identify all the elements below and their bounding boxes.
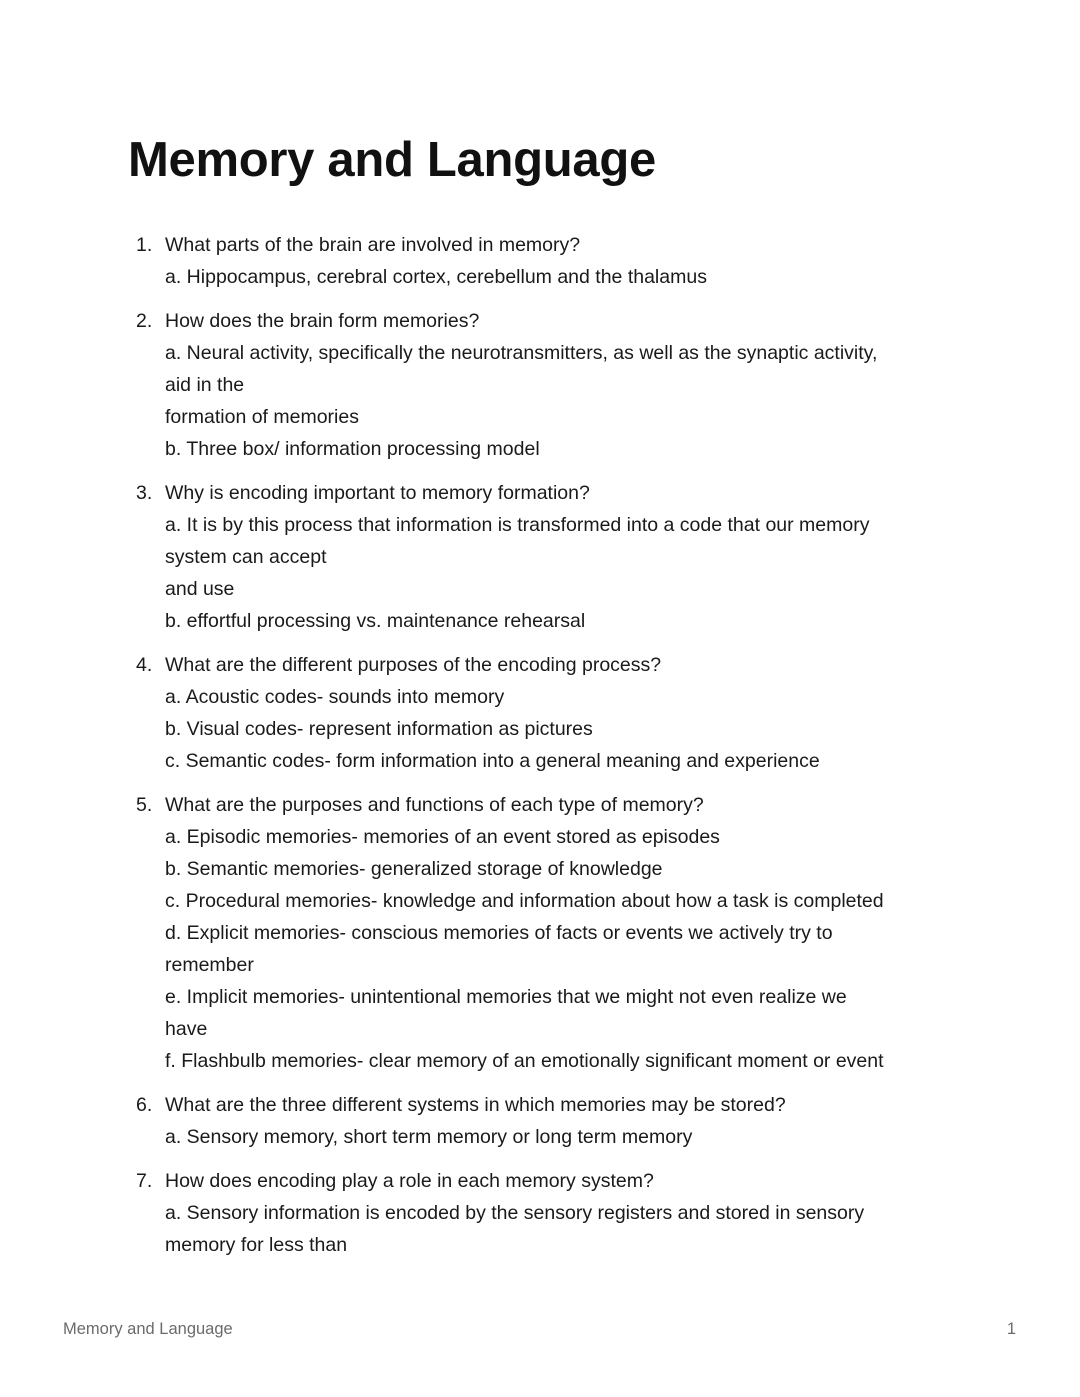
answer-line: b. Visual codes- represent information as pictures: [165, 718, 593, 740]
answer-list: [136, 1121, 956, 1153]
question-item: [136, 649, 956, 777]
answer-line: d. Explicit memories- conscious memories of facts or events we actively try to: [165, 922, 833, 944]
answer-line: memory for less than: [165, 1234, 348, 1256]
question-item: [136, 229, 956, 293]
footer-title: Memory and Language: [63, 1320, 233, 1338]
answer-line: formation of memories: [165, 406, 359, 428]
question-row: [136, 1165, 956, 1197]
answer-line: b. effortful processing vs. maintenance rehearsal: [165, 610, 586, 632]
question-number: 3.: [136, 482, 153, 504]
answer-list: [136, 681, 956, 777]
question-row: [136, 229, 956, 261]
question-text: How does encoding play a role in each memory system?: [165, 1170, 654, 1192]
answer-list: [136, 509, 956, 637]
question-text: Why is encoding important to memory formation?: [165, 482, 590, 504]
question-text: What parts of the brain are involved in memory?: [165, 234, 581, 256]
answer-line: aid in the: [165, 374, 245, 396]
question-number: 6.: [136, 1094, 153, 1116]
question-text: What are the three different systems in which memories may be stored?: [165, 1094, 786, 1116]
answer-line: a. Sensory memory, short term memory or long term memory: [165, 1126, 693, 1148]
answer-line: c. Semantic codes- form information into a general meaning and experience: [165, 750, 820, 772]
question-text: What are the purposes and functions of each type of memory?: [165, 794, 704, 816]
answer-line: c. Procedural memories- knowledge and information about how a task is completed: [165, 890, 884, 912]
question-number: 7.: [136, 1170, 153, 1192]
question-row: [136, 789, 956, 821]
answer-list: [136, 261, 956, 293]
question-text: What are the different purposes of the encoding process?: [165, 654, 662, 676]
question-row: [136, 1089, 956, 1121]
answer-line: a. It is by this process that information is transformed into a code that our memory: [165, 514, 870, 536]
question-number: 1.: [136, 234, 153, 256]
question-text: How does the brain form memories?: [165, 310, 480, 332]
question-item: [136, 1165, 956, 1261]
answer-line: system can accept: [165, 546, 327, 568]
question-number: 2.: [136, 310, 153, 332]
answer-line: b. Semantic memories- generalized storage of knowledge: [165, 858, 663, 880]
question-item: [136, 789, 956, 1077]
question-row: [136, 305, 956, 337]
answer-line: b. Three box/ information processing model: [165, 438, 540, 460]
answer-line: a. Neural activity, specifically the neurotransmitters, as well as the synaptic activity,: [165, 342, 878, 364]
question-row: [136, 477, 956, 509]
question-item: [136, 305, 956, 465]
question-number: 5.: [136, 794, 153, 816]
answer-line: e. Implicit memories- unintentional memories that we might not even realize we: [165, 986, 847, 1008]
answer-line: have: [165, 1018, 208, 1040]
answer-line: remember: [165, 954, 254, 976]
answer-line: f. Flashbulb memories- clear memory of an emotionally significant moment or event: [165, 1050, 884, 1072]
answer-line: a. Hippocampus, cerebral cortex, cerebellum and the thalamus: [165, 266, 707, 288]
answer-list: [136, 1197, 956, 1261]
footer-page-number: 1: [1006, 1320, 1016, 1338]
answer-list: [136, 821, 956, 1077]
answer-list: [136, 337, 956, 465]
answer-line: a. Sensory information is encoded by the sensory registers and stored in sensory: [165, 1202, 865, 1224]
question-item: [136, 1089, 956, 1153]
page-title: Memory and Language: [128, 133, 656, 187]
question-list: [136, 229, 956, 1273]
answer-line: a. Episodic memories- memories of an event stored as episodes: [165, 826, 720, 848]
question-item: [136, 477, 956, 637]
question-row: [136, 649, 956, 681]
answer-line: and use: [165, 578, 235, 600]
answer-line: a. Acoustic codes- sounds into memory: [165, 686, 505, 708]
question-number: 4.: [136, 654, 153, 676]
